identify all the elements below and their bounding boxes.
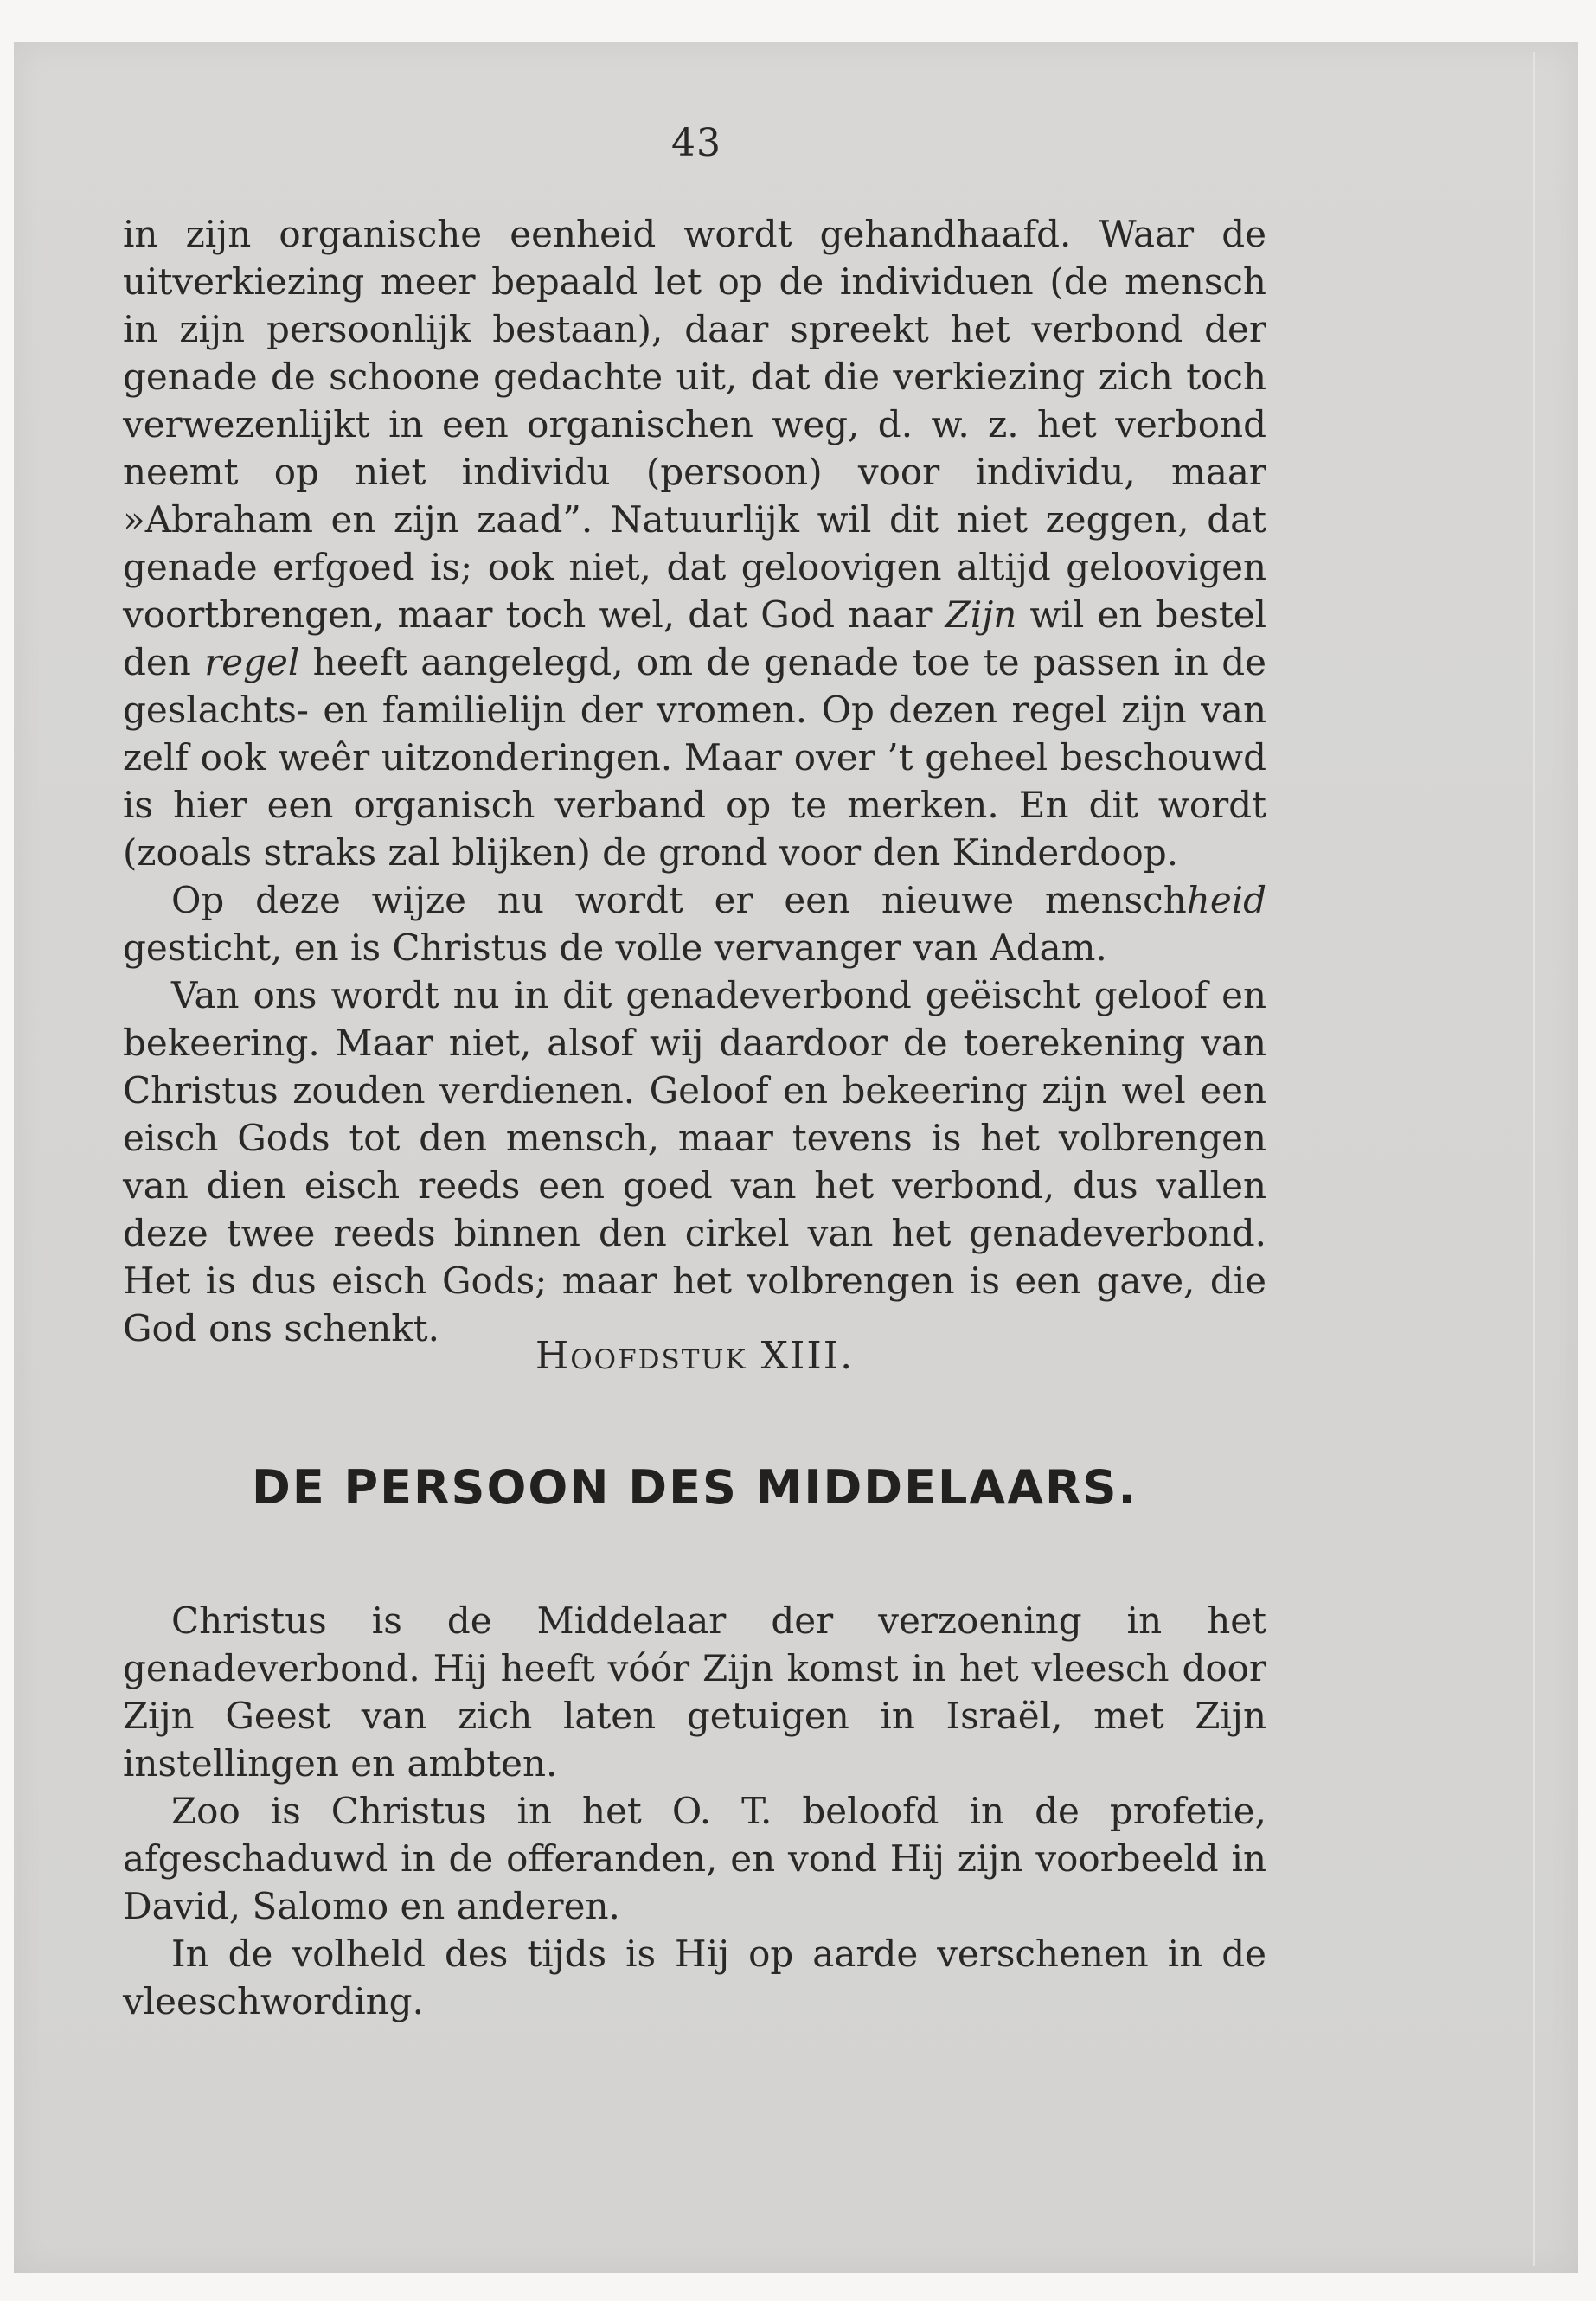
body-text: [123, 210, 1266, 1352]
chapter-number: XIII.: [760, 1334, 855, 1378]
paragraph-text: heeft aangelegd, om de genade toe te passen in de geslachts- en familielijn der vromen. Op dezen regel zijn van zelf ook weêr uitzonderingen. Maar over ’t geheel beschouwd is hier een organisch verband op te merken. En dit wordt (zooals straks zal blijken) de grond voor den Kinderdoop.: [123, 641, 1266, 874]
paragraph: Zoo is Christus in het O. T. beloofd in de profetie, afgeschaduwd in de offeranden, en vond Hij zijn voorbeeld in David, Salomo en anderen.: [123, 1790, 1266, 1927]
paragraph-text: gesticht, en is Christus de volle vervanger van Adam.: [123, 926, 1107, 969]
chapter-heading: [123, 1334, 1266, 1378]
paragraph: Christus is de Middelaar der verzoening in het genadeverbond. Hij heeft vóór Zijn komst in het vleesch door Zijn Geest van zich laten getuigen in Israël, met Zijn instellingen en ambten.: [123, 1599, 1266, 1785]
chapter-title: DE PERSOON DES MIDDELAARS.: [252, 1460, 1138, 1515]
paragraph-text: Op deze wijze nu wordt er een nieuwe mensch: [171, 879, 1187, 921]
emphasis-text: regel: [204, 641, 300, 683]
emphasis-text: Zijn: [945, 593, 1017, 636]
paragraph: [123, 876, 1266, 971]
paragraph: In de volheld des tijds is Hij op aarde verschenen in de vleeschwording.: [123, 1932, 1266, 2022]
page-number: 43: [671, 121, 721, 165]
page-edge: [1533, 52, 1535, 2266]
paragraph-text: wil en bestel den: [123, 593, 1267, 683]
emphasis-text: heid: [1186, 879, 1266, 921]
paragraph-continuation: [123, 210, 1266, 876]
paragraph: Van ons wordt nu in dit genadeverbond geëischt geloof en bekeering. Maar niet, alsof wij daardoor de toerekening van Christus zouden verdienen. Geloof en bekeering zijn wel een eisch Gods tot den mensch, maar tevens is het volbrengen van dien eisch reeds een goed van het verbond, dus vallen deze twee reeds binnen den cirkel van het genadeverbond. Het is dus eisch Gods; maar het volbrengen is een gave, die God ons schenkt.: [123, 974, 1266, 1349]
chapter-body-text: [123, 1597, 1266, 2025]
chapter-word: Hoofdstuk: [535, 1334, 747, 1378]
paragraph-text: in zijn organische eenheid wordt gehandhaafd. Waar de uitverkiezing meer bepaald let op de individuen (de mensch in zijn persoonlijk bestaan), daar spreekt het verbond der genade de schoone gedachte uit, dat die verkiezing zich toch verwezenlijkt in een organischen weg, d. w. z. het verbond neemt op niet individu (persoon) voor individu, maar »Abraham en zijn zaad”. Natuurlijk wil dit niet zeggen, dat genade erfgoed is; ook niet, dat geloovigen altijd geloovigen voortbrengen, maar toch wel, dat God naar: [123, 213, 1266, 636]
